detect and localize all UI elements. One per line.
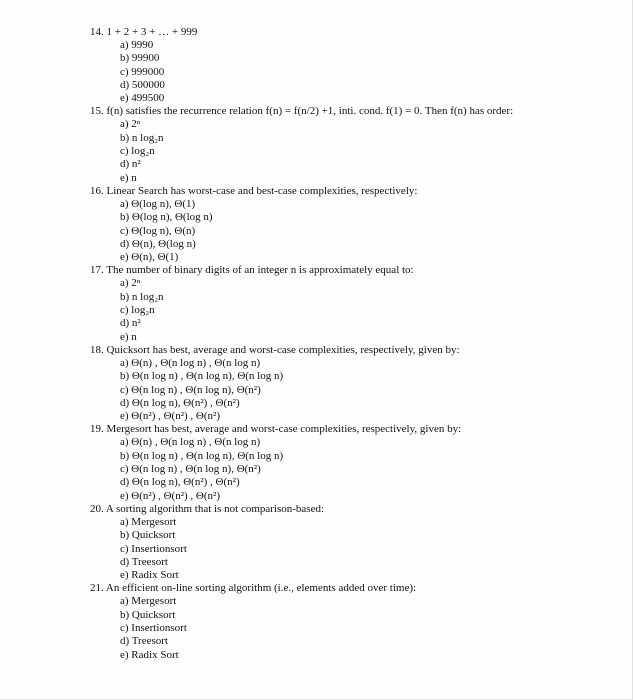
option-a: a) Mergesort [120, 595, 177, 608]
question-14 [90, 26, 620, 105]
option-a: a) 2ⁿ [120, 118, 141, 131]
option-e: e) 499500 [120, 92, 165, 105]
option-e: e) Θ(n²) , Θ(n²) , Θ(n²) [120, 410, 220, 423]
option-list [90, 357, 620, 423]
question-15 [90, 105, 620, 184]
question-stem: 17. The number of binary digits of an integer n is approximately equal to: [90, 264, 414, 277]
option-b: b) n log₂n [120, 290, 164, 303]
option-c: c) Insertionsort [120, 542, 187, 555]
option-a: a) Mergesort [120, 515, 177, 528]
option-list [90, 277, 620, 343]
option-e: e) Θ(n), Θ(1) [120, 251, 179, 264]
option-d: d) Θ(n), Θ(log n) [120, 237, 196, 250]
question-stem: 18. Quicksort has best, average and worst-case complexities, respectively, given by: [90, 343, 460, 356]
question-stem: 14. 1 + 2 + 3 + … + 999 [90, 26, 198, 38]
option-list [90, 118, 620, 184]
question-list [90, 26, 620, 662]
option-list [90, 516, 620, 582]
option-d: d) n² [120, 317, 141, 330]
option-d: d) 500000 [120, 78, 165, 91]
question-20 [90, 503, 620, 582]
question-18 [90, 344, 620, 423]
option-e: e) Radix Sort [120, 648, 179, 661]
option-e: e) Radix Sort [120, 569, 179, 582]
option-c: c) 999000 [120, 65, 165, 78]
option-c: c) Θ(log n), Θ(n) [120, 224, 196, 237]
question-stem: 15. f(n) satisfies the recurrence relation f(n) = f(n/2) +1, inti. cond. f(1) = 0. Then f(n) has order: [90, 105, 514, 118]
option-b: b) Θ(log n), Θ(log n) [120, 211, 213, 224]
question-stem: 20. A sorting algorithm that is not comparison-based: [90, 502, 325, 515]
option-a: a) Θ(log n), Θ(1) [120, 197, 196, 210]
option-b: b) Θ(n log n) , Θ(n log n), Θ(n log n) [120, 370, 284, 383]
option-d: d) Θ(n log n), Θ(n²) , Θ(n²) [120, 476, 240, 489]
option-list [90, 198, 620, 264]
question-21 [90, 582, 620, 661]
option-b: b) Θ(n log n) , Θ(n log n), Θ(n log n) [120, 449, 284, 462]
option-d: d) n² [120, 158, 141, 171]
option-b: b) n log₂n [120, 131, 164, 144]
question-stem: 16. Linear Search has worst-case and best-case complexities, respectively: [90, 184, 418, 197]
option-e: e) n [120, 330, 137, 343]
option-a: a) 2ⁿ [120, 277, 141, 290]
question-16 [90, 185, 620, 264]
option-a: a) 9990 [120, 39, 154, 51]
option-c: c) log₂n [120, 145, 155, 158]
option-c: c) Θ(n log n) , Θ(n log n), Θ(n²) [120, 463, 261, 476]
option-a: a) Θ(n) , Θ(n log n) , Θ(n log n) [120, 436, 261, 449]
option-e: e) Θ(n²) , Θ(n²) , Θ(n²) [120, 489, 220, 502]
option-c: c) Θ(n log n) , Θ(n log n), Θ(n²) [120, 383, 261, 396]
option-d: d) Treesort [120, 555, 168, 568]
question-17 [90, 264, 620, 343]
question-19 [90, 423, 620, 502]
option-d: d) Treesort [120, 635, 168, 648]
option-list [90, 436, 620, 502]
option-c: c) log₂n [120, 304, 155, 317]
option-d: d) Θ(n log n), Θ(n²) , Θ(n²) [120, 396, 240, 409]
option-a: a) Θ(n) , Θ(n log n) , Θ(n log n) [120, 356, 261, 369]
option-b: b) Quicksort [120, 529, 176, 542]
question-stem: 21. An efficient on-line sorting algorithm (i.e., elements added over time): [90, 582, 417, 595]
option-e: e) n [120, 171, 137, 184]
question-stem: 19. Mergesort has best, average and worst-case complexities, respectively, given by: [90, 423, 462, 436]
option-b: b) Quicksort [120, 608, 176, 621]
option-c: c) Insertionsort [120, 621, 187, 634]
option-b: b) 99900 [120, 52, 160, 65]
option-list [90, 595, 620, 661]
option-list [90, 39, 620, 105]
